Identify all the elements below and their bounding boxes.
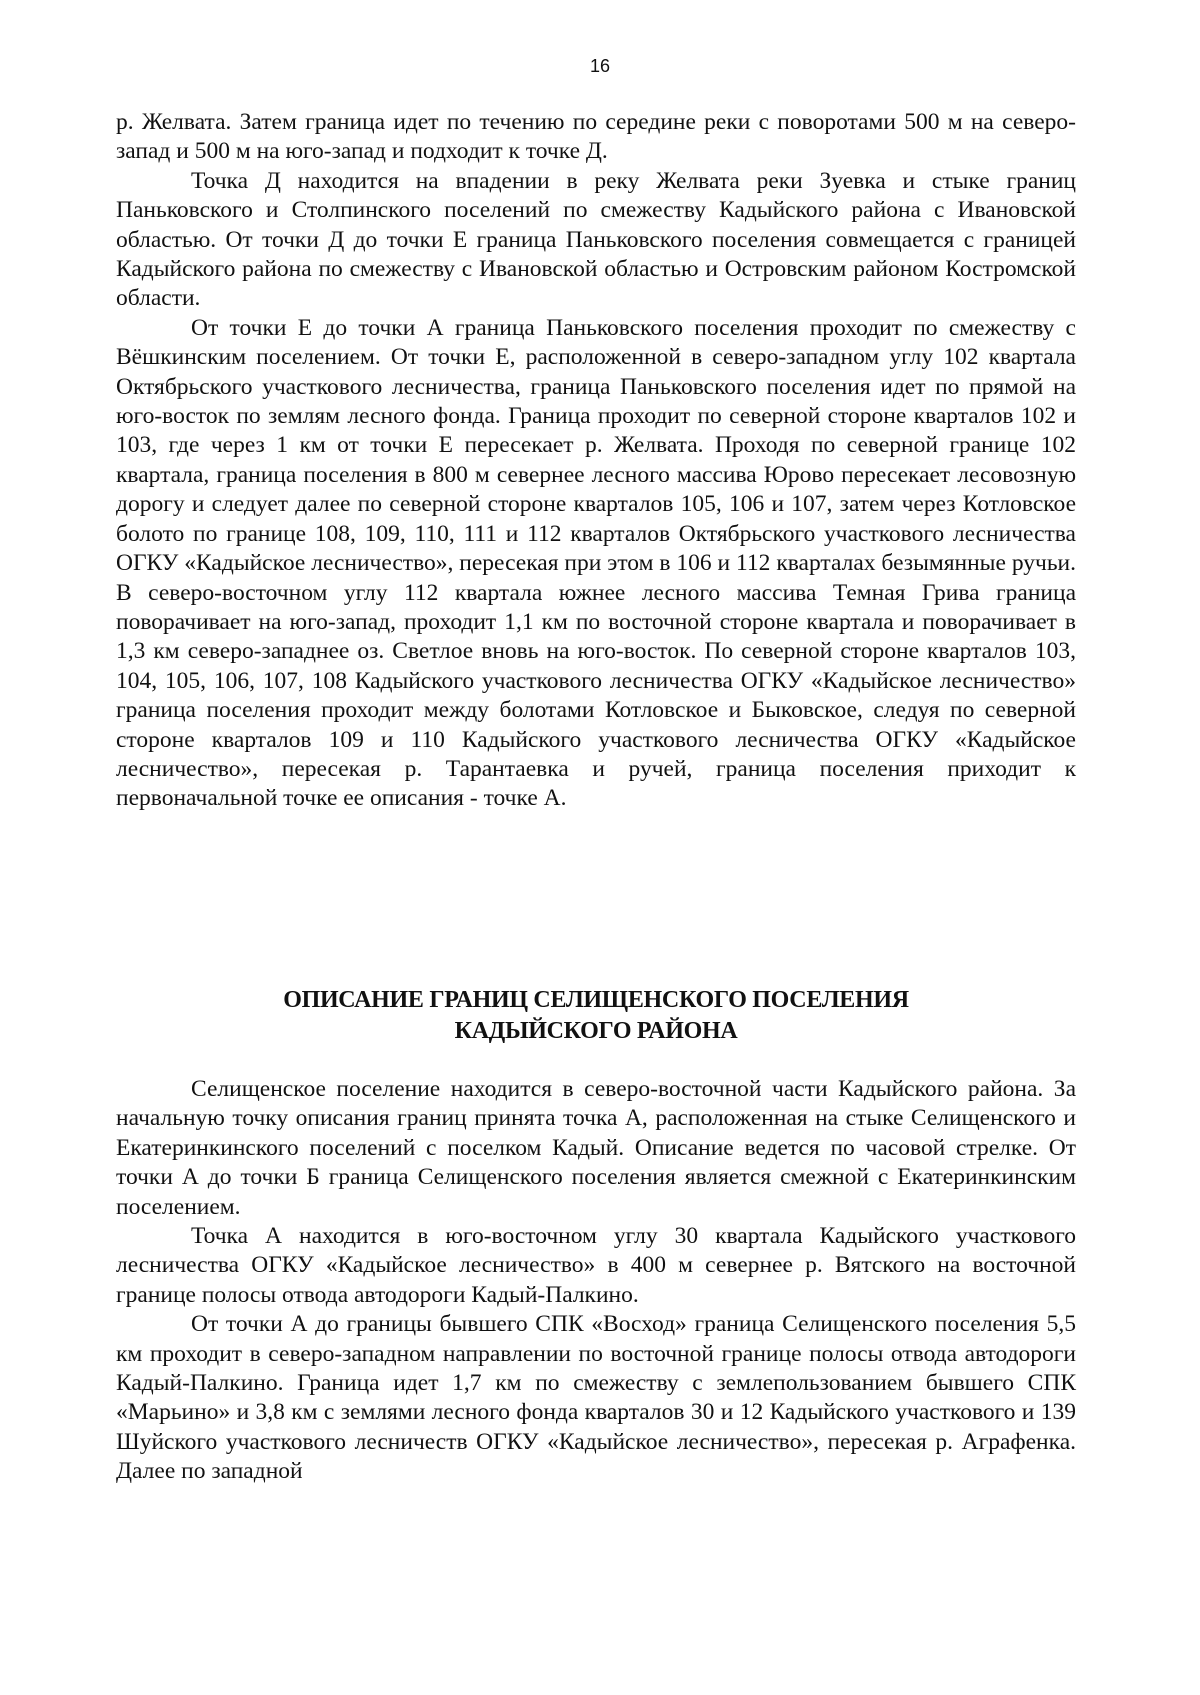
paragraph: Точка А находится в юго-восточном углу 30 квартала Кадыйского участкового лесничества ОГКУ «Кадыйское лесничество» в 400 м севернее р. Вятского на восточной границе полосы отвода автодороги Кадый-Палкино. [116,1223,1076,1308]
paragraph: Точка Д находится на впадении в реку Желвата реки Зуевка и стыке границ Паньковского и Столпинского поселений по смежеству Кадыйского района с Ивановской областью. От точки Д до точки Е граница Паньковского поселения совмещается с границей Кадыйского района по смежеству с Ивановской областью и Островским районом Костромской области. [116,167,1076,312]
section-heading-line: КАДЫЙСКОГО РАЙОНА [454,1018,738,1044]
paragraph: р. Желвата. Затем граница идет по течению по середине реки с поворотами 500 м на северо-запад и 500 м на юго-запад и подходит к точке Д. [116,109,1076,165]
text-block-upper [116,108,1076,814]
paragraph: От точки А до границы бывшего СПК «Восход» граница Селищенского поселения 5,5 км проходит в северо-западном направлении по восточной границе полосы отвода автодороги Кадый-Палкино. Граница идет 1,7 км по смежеству с землепользованием бывшего СПК «Марьино» и 3,8 км с землями лесного фонда кварталов 30 и 12 Кадыйского участкового и 139 Шуйского участкового лесничеств ОГКУ «Кадыйское лесничество», пересекая р. Аграфенка. Далее по западной [116,1311,1076,1485]
paragraph: Селищенское поселение находится в северо-восточной части Кадыйского района. За начальную точку описания границ принята точка А, расположенная на стыке Селищенского и Екатеринкинского поселений с поселком Кадый. Описание ведется по часовой стрелке. От точки А до точки Б граница Селищенского поселения является смежной с Екатеринкинским поселением. [116,1076,1076,1220]
page-number: 16 [589,56,611,76]
section-heading [116,985,1076,1047]
text-block-lower [116,1075,1076,1487]
section-heading-line: ОПИСАНИЕ ГРАНИЦ СЕЛИЩЕНСКОГО ПОСЕЛЕНИЯ [283,987,909,1013]
paragraph: От точки Е до точки А граница Паньковского поселения проходит по смежеству с Вёшкинским поселением. От точки Е, расположенной в северо-западном углу 102 квартала Октябрьского участкового лесничества, граница Паньковского поселения идет по прямой на юго-восток по землям лесного фонда. Граница проходит по северной стороне кварталов 102 и 103, где через 1 км от точки Е пересекает р. Желвата. Проходя по северной границе 102 квартала, граница поселения в 800 м севернее лесного массива Юрово пересекает лесовозную дорогу и следует далее по северной стороне кварталов 105, 106 и 107, затем через Котловское болото по границе 108, 109, 110, 111 и 112 кварталов Октябрьского участкового лесничества ОГКУ «Кадыйское лесничество», пересекая при этом в 106 и 112 кварталах безымянные ручьи. В северо-восточном углу 112 квартала южнее лесного массива Темная Грива граница поворачивает на юго-запад, проходит 1,1 км по восточной стороне квартала и поворачивает в 1,3 км северо-западнее оз. Светлое вновь на юго-восток. По северной стороне кварталов 103, 104, 105, 106, 107, 108 Кадыйского участкового лесничества ОГКУ «Кадыйское лесничество» граница поселения проходит между болотами Котловское и Быковское, следуя по северной стороне кварталов 109 и 110 Кадыйского участкового лесничества ОГКУ «Кадыйское лесничество», пересекая р. Тарантаевка и ручей, граница поселения приходит к первоначальной точке ее описания - точке А. [116,314,1076,812]
